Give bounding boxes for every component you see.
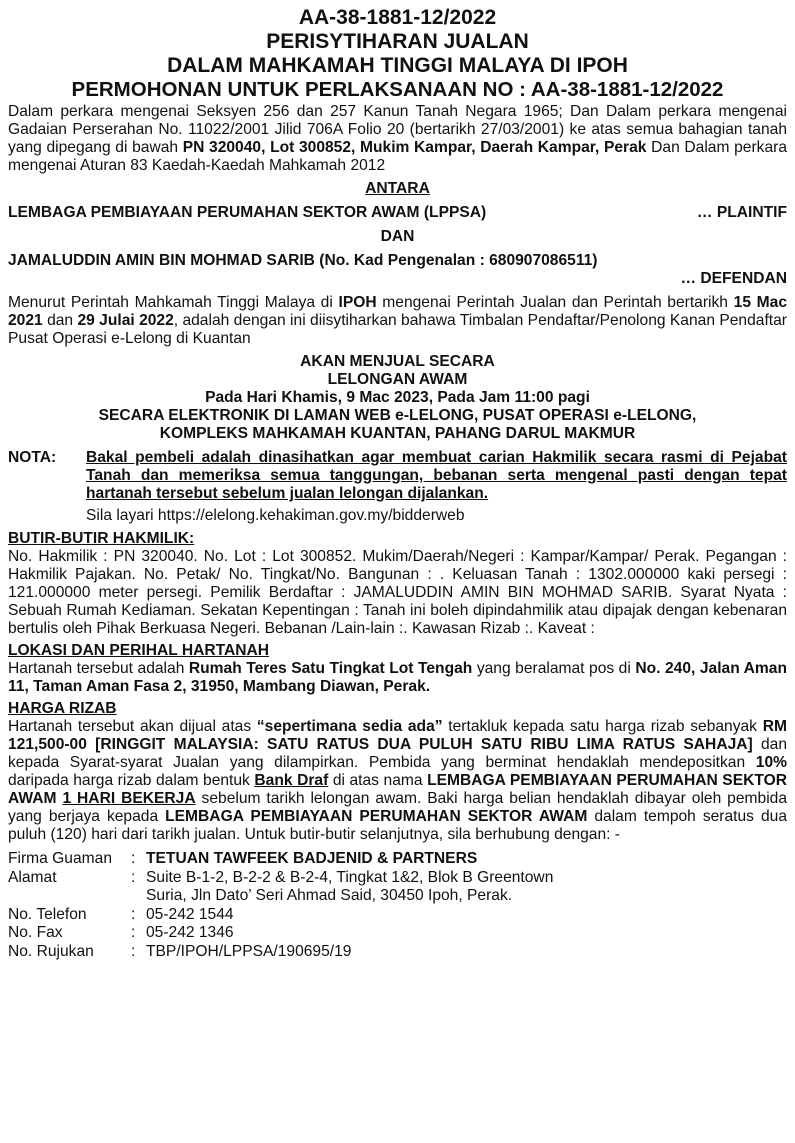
lokasi-paragraph (8, 660, 787, 696)
bank-draft: Bank Draf (254, 772, 329, 789)
dan-heading: DAN (380, 228, 415, 245)
lokasi-heading: LOKASI DAN PERIHAL HARTANAH (8, 642, 270, 659)
contact-row (8, 924, 553, 943)
order-date-2: 29 Julai 2022 (77, 312, 174, 329)
rujukan-label: No. Rujukan (8, 942, 94, 960)
auction-block (8, 353, 787, 443)
auction-venue-2: KOMPLEKS MAHKAMAH KUANTAN, PAHANG DARUL MAKMUR (159, 425, 636, 442)
butir-heading: BUTIR-BUTIR HAKMILIK: (8, 530, 195, 547)
reserve-price: RM 121,500-00 [RINGGIT MALAYSIA: SATU RATUS DUA PULUH SATU RIBU LIMA RATUS SAHAJA] (8, 718, 787, 753)
nota-block (8, 449, 787, 525)
empty-cell (131, 887, 146, 906)
notice-title: PERISYTIHARAN JUALAN (266, 30, 529, 53)
lokasi-text: Hartanah tersebut adalah (8, 660, 189, 677)
telefon-label: No. Telefon (8, 905, 87, 923)
plaintiff-role: … PLAINTIF (696, 204, 787, 221)
harga-condition: “sepertimana sedia ada” (256, 718, 443, 735)
contact-row (8, 943, 553, 962)
auction-date: Pada Hari Khamis, 9 Mac 2023, Pada Jam 11:00 pagi (205, 389, 590, 406)
alamat-line-1: Suite B-1-2, B-2-2 & B-2-4, Tingkat 1&2, Blok B Greentown (146, 868, 554, 886)
nota-label: NOTA: (8, 449, 57, 466)
plaintiff-row (8, 204, 787, 222)
rujukan-value: TBP/IPOH/LPPSA/190695/19 (146, 942, 352, 960)
alamat-line-2: Suria, Jln Dato’ Seri Ahmad Said, 30450 Ipoh, Perak. (146, 887, 513, 905)
harga-text: dan kepada Syarat-syarat Jualan yang dilampirkan. Pembida yang berminat hendaklah mendepositkan (8, 736, 787, 771)
court-title: DALAM MAHKAMAH TINGGI MALAYA DI IPOH (167, 54, 628, 77)
case-number: AA-38-1881-12/2022 (298, 6, 497, 29)
order-text-end: , adalah dengan ini diisytiharkan bahawa Timbalan Pendaftar/Penolong Kanan Pendaftar Pusat Operasi e-Lelong di Kuantan (8, 312, 787, 347)
payee-name: LEMBAGA PEMBIAYAAN PERUMAHAN SEKTOR AWAM (8, 772, 788, 807)
alamat-label: Alamat (8, 868, 57, 886)
antara-heading: ANTARA (365, 180, 430, 197)
colon: : (131, 905, 136, 923)
auction-line-1: AKAN MENJUAL SECARA (300, 353, 495, 370)
firma-label: Firma Guaman (8, 850, 112, 867)
order-paragraph (8, 294, 787, 348)
nota-text: Bakal pembeli adalah dinasihatkan agar membuat carian Hakmilik secara rasmi di Pejabat Tanah dan memeriksa semua tanggungan, bebanan serta mengenal pasti dengan tepat hartanah tersebut sebelum jualan lelongan dijalankan. (86, 449, 787, 502)
order-text: dan (42, 312, 78, 329)
intro-paragraph (8, 103, 787, 175)
firma-value: TETUAN TAWFEEK BADJENID & PARTNERS (146, 850, 478, 867)
harga-text: sebelum tarikh lelongan awam. Baki harga belian hendaklah dibayar oleh pembida yang berjaya kepada (8, 790, 788, 825)
harga-text: tertakluk kepada satu harga rizab sebanyak (442, 718, 763, 735)
intro-text: Dalam perkara mengenai Seksyen 256 dan 257 Kanun Tanah Negara 1965; Dan Dalam perkara mengenai Gadaian Perserahan No. 11022/2001 Jilid 706A Folio 20 (bertarikh 27/03/2001) ke atas semua bahagian tanah yang dipegang di bawah (8, 103, 787, 156)
telefon-value[interactable]: 05-242 1544 (146, 905, 234, 923)
plaintiff-name: LEMBAGA PEMBIAYAAN PERUMAHAN SEKTOR AWAM (LPPSA) (8, 204, 487, 221)
deposit-percent: 10% (755, 754, 787, 771)
harga-text: daripada harga rizab dalam bentuk (8, 772, 255, 789)
order-date-1: 15 Mac 2021 (8, 294, 787, 329)
auction-venue-1: SECARA ELEKTRONIK DI LAMAN WEB e-LELONG, PUSAT OPERASI e-LELONG, (98, 407, 697, 424)
property-address: No. 240, Jalan Aman 11, Taman Aman Fasa 2, 31950, Mambang Diawan, Perak. (8, 660, 787, 695)
intro-title-ref: PN 320040, Lot 300852, Mukim Kampar, Daerah Kampar, Perak (182, 139, 647, 156)
property-type: Rumah Teres Satu Tingkat Lot Tengah (188, 660, 473, 677)
contact-row (8, 869, 553, 888)
defendant-name: JAMALUDDIN AMIN BIN MOHMAD SARIB (No. Kad Pengenalan : 680907086511) (8, 252, 598, 269)
nota-body (86, 449, 787, 525)
contact-row (8, 887, 553, 906)
empty-cell (8, 887, 131, 906)
colon: : (131, 850, 136, 867)
colon: : (131, 868, 136, 886)
butir-text: No. Hakmilik : PN 320040. No. Lot : Lot 300852. Mukim/Daerah/Negeri : Kampar/Kampar/ Perak. Pegangan : Hakmilik Pajakan. No. Petak/ No. Tingkat/No. Bangunan : . Keluasan Tanah : 1302.000000 kaki persegi : 121.000000 meter persegi. Pemilik Berdaftar : JAMALUDDIN AMIN BIN MOHMAD SARIB. Syarat Nyata : Sebuah Rumah Kediaman. Sekatan Kepentingan : Tanah ini boleh dipindahmilik atau dipajak dengan kebenaran bertulis oleh Pihak Berkuasa Negeri. Bebanan /Lain-lain :. Kawasan Rizab :. Kaveat : (8, 548, 787, 637)
order-court: IPOH (338, 294, 377, 311)
order-text: Menurut Perintah Mahkamah Tinggi Malaya di (8, 294, 339, 311)
order-text: mengenai Perintah Jualan dan Perintah bertarikh (376, 294, 734, 311)
application-title: PERMOHONAN UNTUK PERLAKSANAAN NO : AA-38-1881-12/2022 (71, 78, 724, 101)
auction-line-2: LELONGAN AWAM (327, 371, 468, 388)
harga-text: di atas nama (328, 772, 428, 789)
colon: : (131, 924, 136, 942)
bidder-link[interactable]: Sila layari https://elelong.kehakiman.gov.my/bidderweb (86, 507, 465, 524)
lokasi-text: yang beralamat pos di (472, 660, 636, 677)
intro-text-end: Dan Dalam perkara mengenai Aturan 83 Kaedah-Kaedah Mahkamah 2012 (8, 139, 787, 174)
contact-row (8, 906, 553, 925)
fax-label: No. Fax (8, 924, 63, 942)
harga-text-end: dalam tempoh seratus dua puluh (120) hari dari tarikh jualan. Untuk butir-butir selanjutnya, sila berhubung dengan: - (8, 808, 787, 843)
harga-paragraph (8, 718, 787, 844)
harga-text: Hartanah tersebut akan dijual atas (8, 718, 257, 735)
fax-value: 05-242 1346 (146, 924, 234, 942)
contact-row (8, 850, 553, 869)
payee-name-2: LEMBAGA PEMBIAYAAN PERUMAHAN SEKTOR AWAM (165, 808, 588, 825)
harga-heading: HARGA RIZAB (8, 700, 117, 717)
defendant-role: … DEFENDAN (680, 270, 787, 287)
contact-table (8, 850, 553, 962)
working-day: 1 HARI BEKERJA (62, 790, 196, 807)
colon: : (131, 942, 136, 960)
